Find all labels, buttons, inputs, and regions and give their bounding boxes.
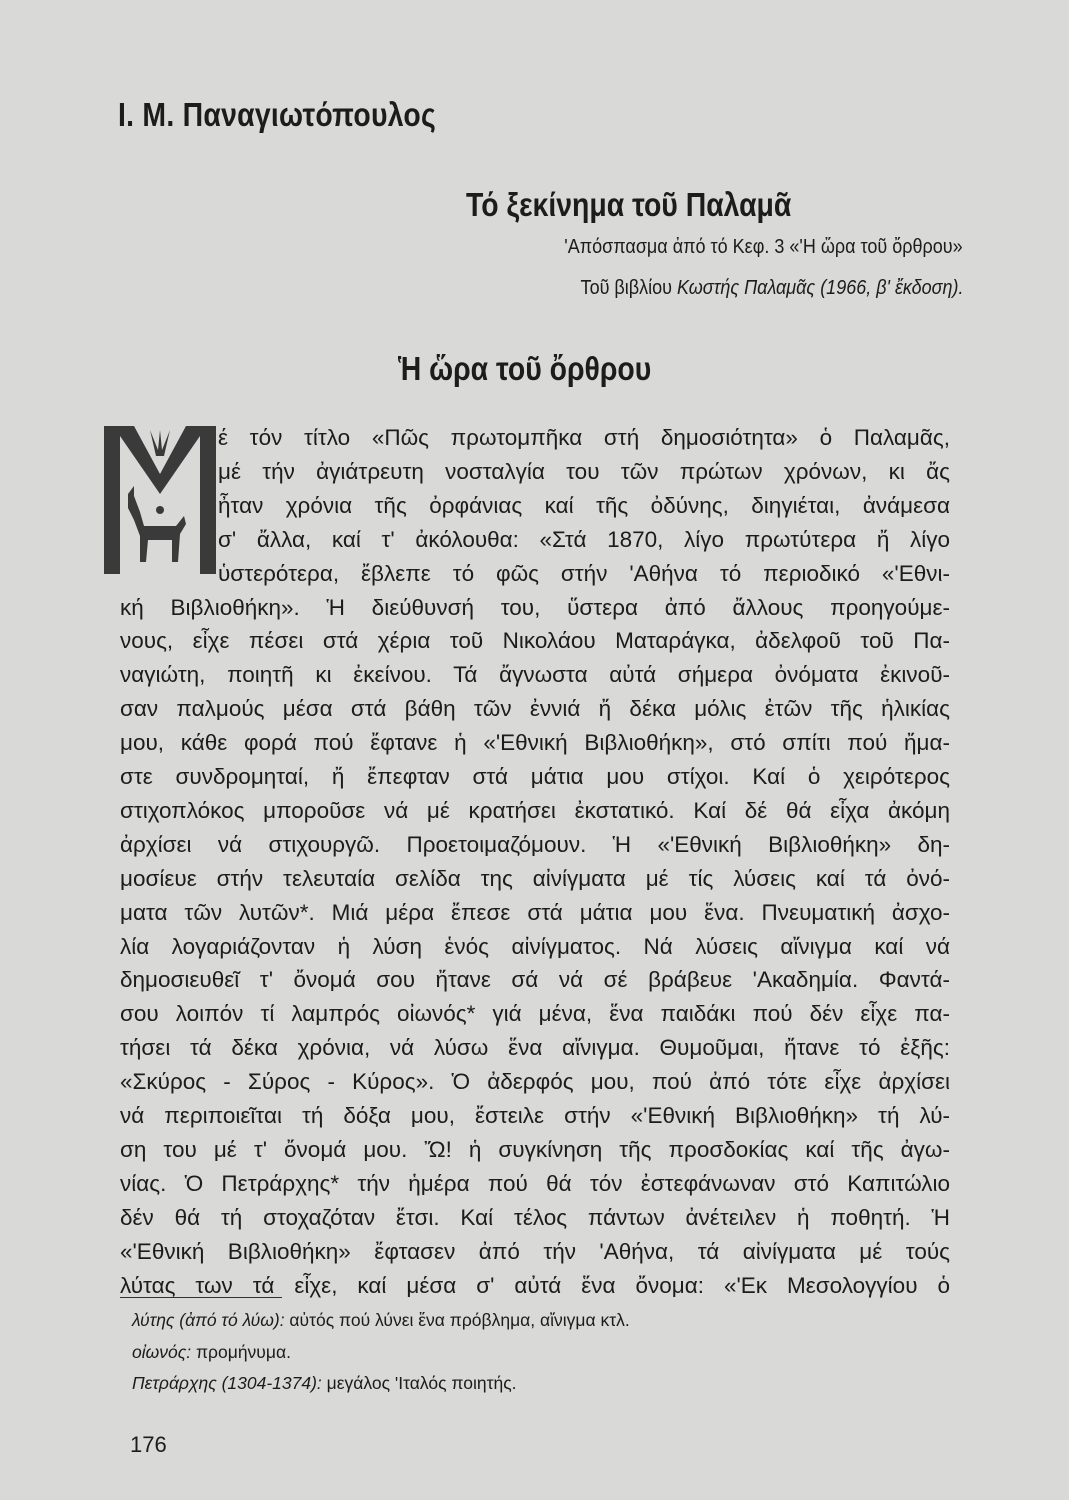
body-line: νά περιποιεῖται τή δόξα μου, ἔστειλε στήν «'Εθνική Βιβλιοθήκη» τή λύ- [120, 1103, 950, 1128]
footnote-definition: προμήνυμα. [191, 1341, 291, 1362]
footnote-definition: μεγάλος 'Ιταλός ποιητής. [321, 1373, 517, 1393]
body-line: λία λογαριάζονταν ἡ λύση ἑνός αἰνίγματος. Νά λύσεις αἴνιγμα καί νά [120, 933, 950, 959]
source-prefix: Τοῦ βιβλίου [580, 277, 677, 299]
drop-cap-m-illustration-icon [104, 424, 216, 576]
body-line: μέ τήν ἀγιάτρευτη νοσταλγία του τῶν πρώτων χρόνων, κι ἄς [218, 458, 950, 484]
article-title: Τό ξεκίνημα τοῦ Παλαμᾶ [466, 186, 792, 223]
body-line: ὑστερότερα, ἔβλεπε τό φῶς στήν 'Αθήνα τό περιοδικό «'Εθνι- [218, 560, 950, 586]
source-line-2 [580, 277, 963, 300]
body-line: λύτας των τά εἶχε, καί μέσα σ' αὐτά ἕνα ὄνομα: «'Εκ Μεσολογγίου ὁ [120, 1272, 950, 1298]
body-line: δέν θά τή στοχαζόταν ἔτσι. Καί τέλος πάντων ἀνέτειλεν ἡ ποθητή. Ἡ [120, 1204, 950, 1230]
body-line: «Σκύρος - Σύρος - Κύρος». Ὁ ἀδερφός μου, πού ἀπό τότε εἶχε ἀρχίσει [120, 1069, 950, 1095]
body-line: τήσει τά δέκα χρόνια, νά λύσω ἕνα αἴνιγμα. Θυμοῦμαι, ἤτανε τό ἐξῆς: [120, 1035, 950, 1061]
body-line: μου, κάθε φορά πού ἔφτανε ἡ «'Εθνική Βιβλιοθήκη», στό σπίτι πού ἤμα- [120, 730, 950, 756]
footnote-term: Πετράρχης (1304-1374): [132, 1373, 322, 1393]
body-line: σου λοιπόν τί λαμπρός οἰωνός* γιά μένα, ἕνα παιδάκι πού δέν εἶχε πα- [120, 1001, 950, 1027]
source-line-1: 'Απόσπασμα ἀπό τό Κεφ. 3 «'Η ὥρα τοῦ ὄρθρου» [564, 236, 963, 258]
body-line: «'Εθνική Βιβλιοθήκη» ἔφτασεν ἀπό τήν 'Αθήνα, τά αἰνίγματα μέ τούς [120, 1238, 950, 1264]
body-line: ἦταν χρόνια τῆς ὀρφάνιας καί τῆς ὀδύνης, διηγιέται, ἀνάμεσα [218, 492, 950, 518]
body-line: κή Βιβλιοθήκη». Ἡ διεύθυνσή του, ὕστερα ἀπό ἄλλους προηγούμε- [120, 594, 950, 620]
body-line: μοσίευε στήν τελευταία σελίδα της αἰνίγματα μέ τίς λύσεις καί τά ὀνό- [120, 865, 950, 891]
body-line: ἀρχίσει νά στιχουργῶ. Προετοιμαζόμουν. Ἡ «'Εθνική Βιβλιοθήκη» δη- [120, 831, 950, 857]
body-line: δημοσιευθεῖ τ' ὄνομά σου ἤτανε σά νά σέ βράβευε 'Ακαδημία. Φαντά- [120, 967, 950, 993]
body-line: σαν παλμούς μέσα στά βάθη τῶν ἐννιά ἤ δέκα μόλις ἐτῶν τῆς ἡλικίας [120, 696, 950, 722]
source-book-title: Κωστής Παλαμᾶς (1966, β' ἔκδοση). [676, 277, 963, 299]
footnote [132, 1373, 517, 1394]
body-line: ματα τῶν λυτῶν*. Μιά μέρα ἔπεσε στά μάτια μου ἕνα. Πνευματική ἀσχο- [120, 899, 950, 925]
body-line: ναγιώτη, ποιητῆ κι ἐκείνου. Τά ἄγνωστα αὐτά σήμερα ὀνόματα ἐκινοῦ- [120, 662, 950, 688]
footnote [132, 1310, 630, 1331]
body-line: έ τόν τίτλο «Πῶς πρωτομπῆκα στή δημοσιότητα» ὁ Παλαμᾶς, [218, 425, 950, 450]
body-line: στε συνδρομηταί, ἤ ἔπεφταν στά μάτια μου στίχοι. Καί ὁ χειρότερος [120, 764, 950, 789]
author-name: Ι. Μ. Παναγιωτόπουλος [118, 96, 437, 133]
body-line: στιχοπλόκος μποροῦσε νά μέ κρατήσει ἐκστατικό. Καί δέ θά εἶχα ἀκόμη [120, 797, 950, 823]
body-line: νίας. Ὁ Πετράρχης* τήν ἡμέρα πού θά τόν ἐστεφάνωναν στό Καπιτώλιο [120, 1170, 950, 1196]
body-line: ση του μέ τ' ὄνομά μου. Ὤ! ἡ συγκίνηση τῆς προσδοκίας καί τῆς ἀγω- [120, 1136, 950, 1162]
footnote-term: λύτης (ἀπό τό λύω): [132, 1310, 285, 1330]
body-line: νους, εἶχε πέσει στά χέρια τοῦ Νικολάου Ματαράγκα, ἀδελφοῦ τοῦ Πα- [120, 628, 950, 654]
footnote-divider [120, 1297, 282, 1298]
body-line: σ' ἄλλα, καί τ' ἀκόλουθα: «Στά 1870, λίγο πρωτύτερα ἤ λίγο [218, 526, 950, 552]
footnote-term: οἰωνός: [132, 1341, 192, 1362]
footnote [132, 1342, 291, 1363]
page-number: 176 [130, 1432, 167, 1457]
footnote-definition: αὐτός πού λύνει ἕνα πρόβλημα, αἴνιγμα κτλ. [284, 1310, 630, 1330]
chapter-title: Ἡ ὥρα τοῦ ὄρθρου [398, 350, 652, 387]
